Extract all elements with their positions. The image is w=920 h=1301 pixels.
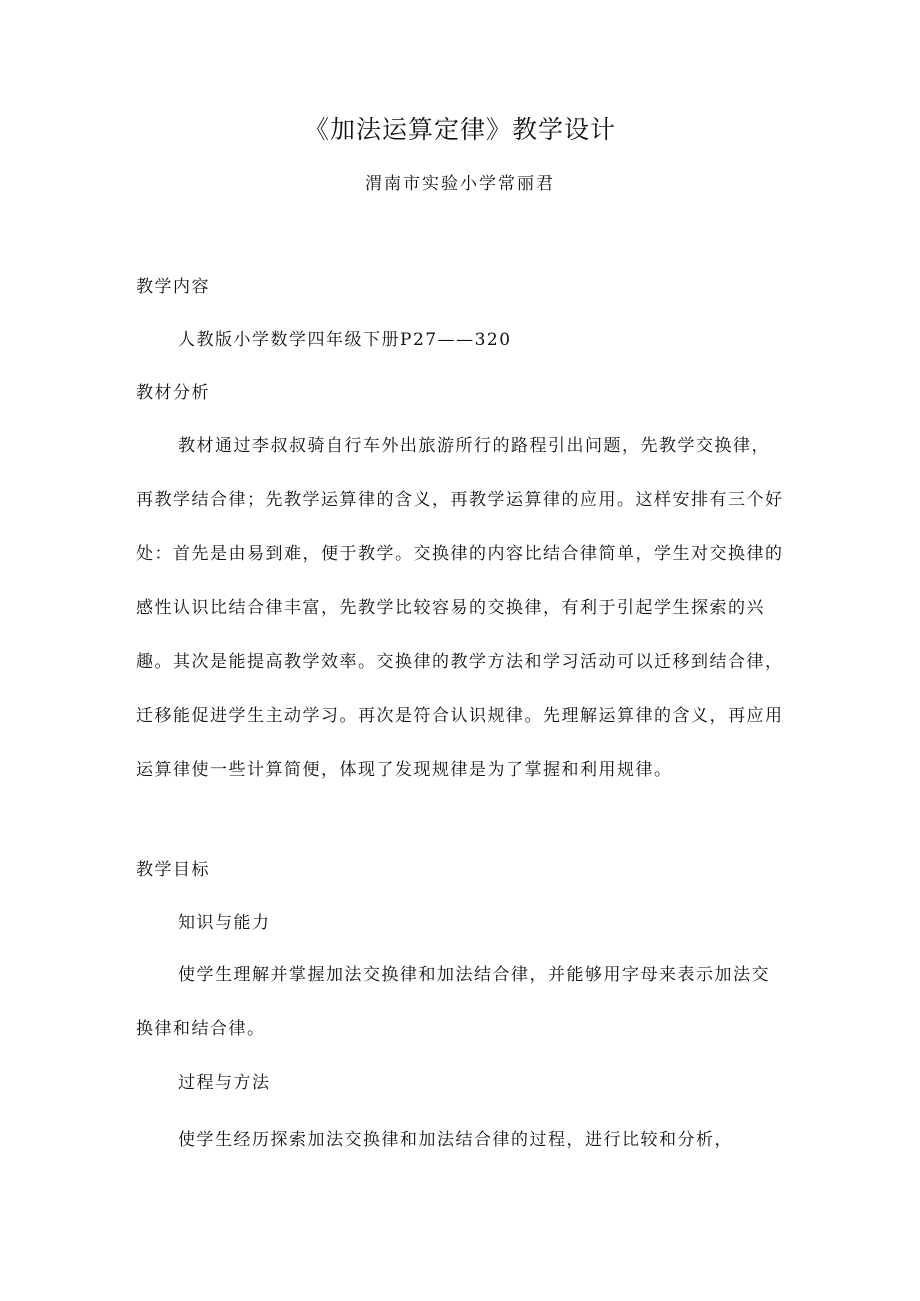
section-heading-content: 教学内容 [136,277,210,297]
analysis-paragraph: 教材通过李叔叔骑自行车外出旅游所行的路程引出问题，先教学交换律，再教学结合律；先教学运算律的含义，再教学运算律的应用。这样安排有三个好处：首先是由易到难，便于教学。交换律的内容比结合律简单，学生对交换律的感性认识比结合律丰富，先教学比较容易的交换律，有利于引起学生探索的兴趣。其次是能提高教学效率。交换律的教学方法和学习活动可以迁移到结合律，迁移能促进学生主动学习。再次是符合认识规律。先理解运算律的含义，再应用运算律使一些计算简便，体现了发现规律是为了掌握和利用规律。 [136,436,784,780]
subheading-knowledge: 知识与能力 [178,913,271,933]
section-heading-objectives: 教学目标 [136,860,210,880]
section-heading-analysis: 教材分析 [136,383,210,403]
document-author: 渭南市实验小学常丽君 [365,174,555,194]
content-text: 人教版小学数学四年级下册P27——320 [178,330,512,350]
document-title: 《加法运算定律》教学设计 [303,115,616,144]
knowledge-paragraph: 使学生理解并掌握加法交换律和加法结合律，并能够用字母来表示加法交换律和结合律。 [136,965,770,1039]
process-paragraph: 使学生经历探索加法交换律和加法结合律的过程，进行比较和分析， [178,1130,733,1150]
subheading-process: 过程与方法 [178,1073,271,1093]
